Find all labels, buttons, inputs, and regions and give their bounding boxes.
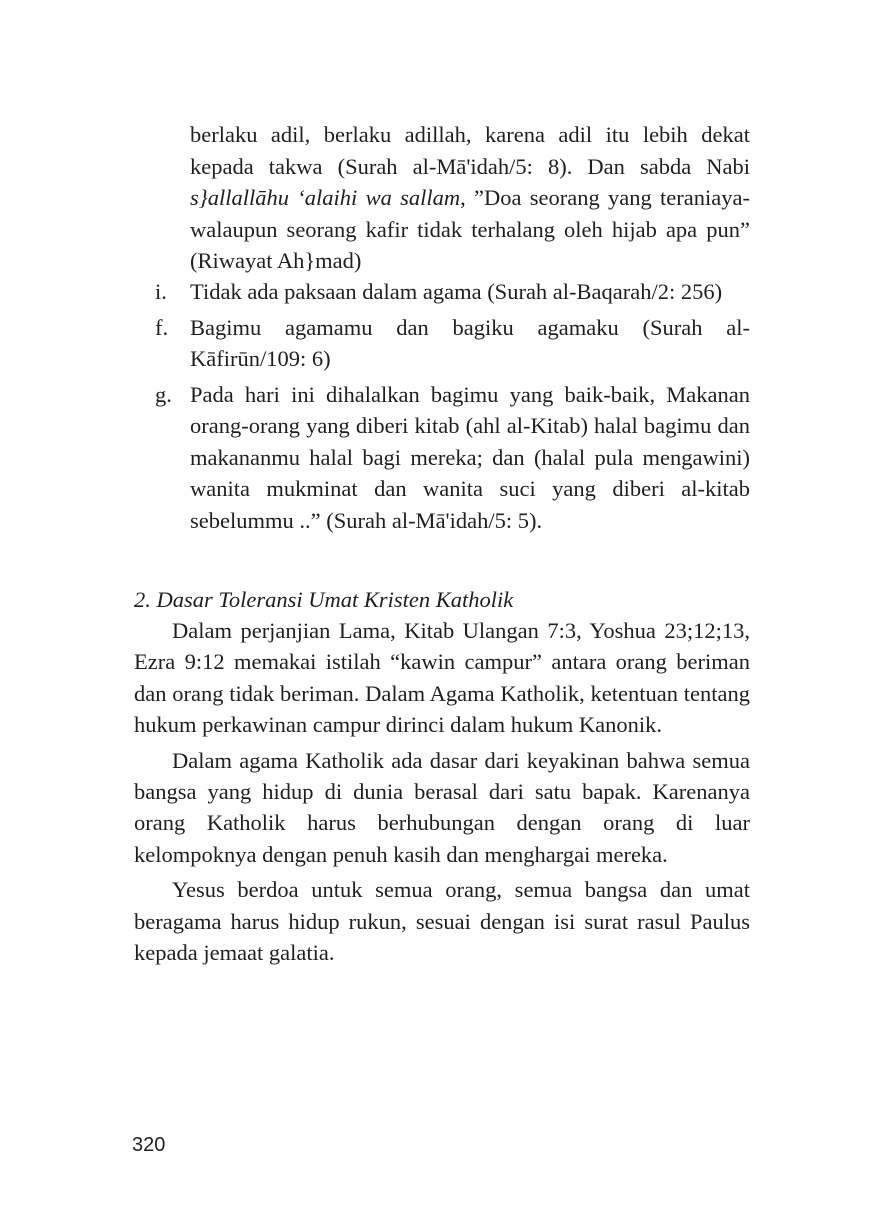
continued-paragraph-part2: , ”Doa seorang yang teraniaya-walaupun seorang kafir tidak terhalang oleh hijab apa pun” (Riwayat Ah}mad) [190, 185, 750, 273]
list-item-text: Pada hari ini dihalalkan bagimu yang baik-baik, Makanan orang-orang yang diberi kitab (ahl al-Kitab) halal bagimu dan makananmu halal bagi mereka; dan (halal pula mengawini) wanita mukminat dan wanita suci yang diberi al-kitab sebelummu ..” (Surah al-Mā'idah/5: 5). [190, 381, 750, 533]
body-paragraph: Yesus berdoa untuk semua orang, semua bangsa dan umat beragama harus hidup rukun, sesuai dengan isi surat rasul Paulus kepada jemaat galatia. [134, 877, 750, 966]
quran-citation-list [147, 276, 750, 540]
body-paragraph: Dalam agama Katholik ada dasar dari keyakinan bahwa semua bangsa yang hidup di dunia berasal dari satu bapak. Karenanya orang Katholik harus berhubungan dengan orang di luar kelompoknya dengan penuh kasih dan menghargai mereka. [134, 747, 750, 867]
list-item-text: Bagimu agamamu dan bagiku agamaku (Surah al-Kāfirūn/109: 6) [190, 314, 750, 371]
list-item [147, 276, 750, 308]
list-marker: f. [155, 314, 169, 340]
list-item [147, 312, 750, 375]
page-number: 320 [132, 1134, 166, 1156]
body-paragraph: Dalam perjanjian Lama, Kitab Ulangan 7:3, Yoshua 23;12;13, Ezra 9:12 memakai istilah “kawin campur” antara orang beriman dan orang tidak beriman. Dalam Agama Katholik, ketentuan tentang hukum perkawinan campur dirinci dalam hukum Kanonik. [134, 618, 750, 738]
list-item [147, 379, 750, 537]
list-marker: i. [155, 279, 167, 304]
section-body [134, 615, 750, 972]
section-heading: 2. Dasar Toleransi Umat Kristen Katholik [134, 587, 514, 612]
list-item-text: Tidak ada paksaan dalam agama (Surah al-Baqarah/2: 256) [190, 279, 723, 304]
list-marker: g. [155, 381, 172, 407]
continued-paragraph-part1: berlaku adil, berlaku adillah, karena adil itu lebih dekat kepada takwa (Surah al-Mā'idah/5: 8). Dan sabda Nabi [190, 122, 750, 179]
continued-paragraph-italic: s}allallāhu ‘alaihi wa sallam [190, 185, 461, 210]
continued-paragraph [190, 119, 750, 277]
